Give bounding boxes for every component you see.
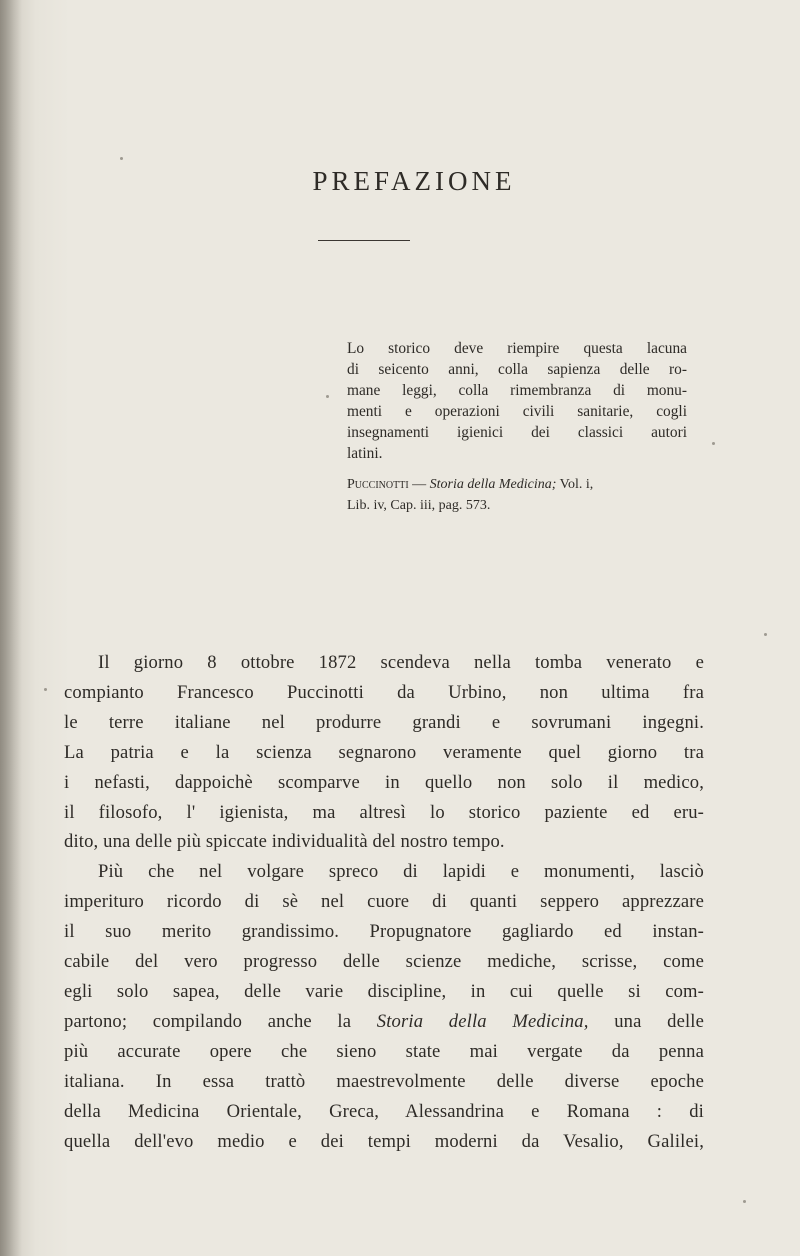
body-line: imperituro ricordo di sè nel cuore di quanti seppero apprezzare <box>64 891 704 913</box>
body-line: della Medicina Orientale, Greca, Alessandrina e Romana : di <box>64 1100 704 1122</box>
epigraph-line: insegnamenti igienici dei classici autori <box>347 424 687 441</box>
body-line: i nefasti, dappoichè scomparve in quello non solo il medico, <box>64 771 704 793</box>
body-line-part: partono; compilando anche la <box>64 1010 377 1032</box>
body-line: italiana. In essa trattò maestrevolmente delle diverse epoche <box>64 1070 704 1092</box>
body-line: Più che nel volgare spreco di lapidi e monumenti, lasciò <box>98 861 704 883</box>
body-line: egli solo sapea, delle varie discipline, in cui quelle si com- <box>64 980 704 1002</box>
paper-speck <box>743 1200 746 1203</box>
citation-line-1 <box>347 474 697 495</box>
epigraph-line: latini. <box>347 445 383 462</box>
citation-line-2: Lib. iv, Cap. iii, pag. 573. <box>347 498 491 513</box>
body-line: dito, una delle più spiccate individualità del nostro tempo. <box>64 831 505 853</box>
paper-speck <box>712 442 715 445</box>
epigraph-line: mane leggi, colla rimembranza di monu- <box>347 382 687 399</box>
body-line: le terre italiane nel produrre grandi e sovrumani ingegni. <box>64 711 704 733</box>
citation-volume: Vol. i, <box>556 477 594 492</box>
body-line-italic-title: Storia della Medicina, <box>376 1010 589 1032</box>
epigraph <box>347 338 687 464</box>
body-line: Il giorno 8 ottobre 1872 scendeva nella tomba venerato e <box>98 652 704 673</box>
paper-speck <box>326 395 329 398</box>
body-line-part: una delle <box>588 1010 705 1032</box>
citation-dash: — <box>408 477 430 492</box>
epigraph-line: Lo storico deve riempire questa lacuna <box>347 340 687 357</box>
body-text <box>64 648 704 1156</box>
body-line: cabile del vero progresso delle scienze mediche, scrisse, come <box>64 951 704 973</box>
body-line: compianto Francesco Puccinotti da Urbino, non ultima fra <box>64 681 704 703</box>
body-line: il suo merito grandissimo. Propugnatore gagliardo ed instan- <box>64 921 704 943</box>
epigraph-citation <box>347 474 697 516</box>
citation-author: Puccinotti <box>347 477 409 492</box>
citation-work: Storia della Medicina; <box>429 477 557 492</box>
page-title: PREFAZIONE <box>312 166 516 196</box>
paper-speck <box>764 633 767 636</box>
body-line: il filosofo, l' igienista, ma altresì lo storico paziente ed eru- <box>64 801 704 823</box>
epigraph-line: menti e operazioni civili sanitarie, cogli <box>347 403 687 420</box>
epigraph-line: di seicento anni, colla sapienza delle ro- <box>347 361 687 378</box>
body-line: più accurate opere che sieno state mai vergate da penna <box>64 1040 704 1062</box>
paper-speck <box>44 688 47 691</box>
body-line: La patria e la scienza segnarono veramente quel giorno tra <box>64 741 704 763</box>
body-line <box>64 1007 704 1037</box>
title-divider <box>318 240 410 241</box>
paper-speck <box>120 157 123 160</box>
body-line: quella dell'evo medio e dei tempi moderni da Vesalio, Galilei, <box>64 1130 704 1152</box>
